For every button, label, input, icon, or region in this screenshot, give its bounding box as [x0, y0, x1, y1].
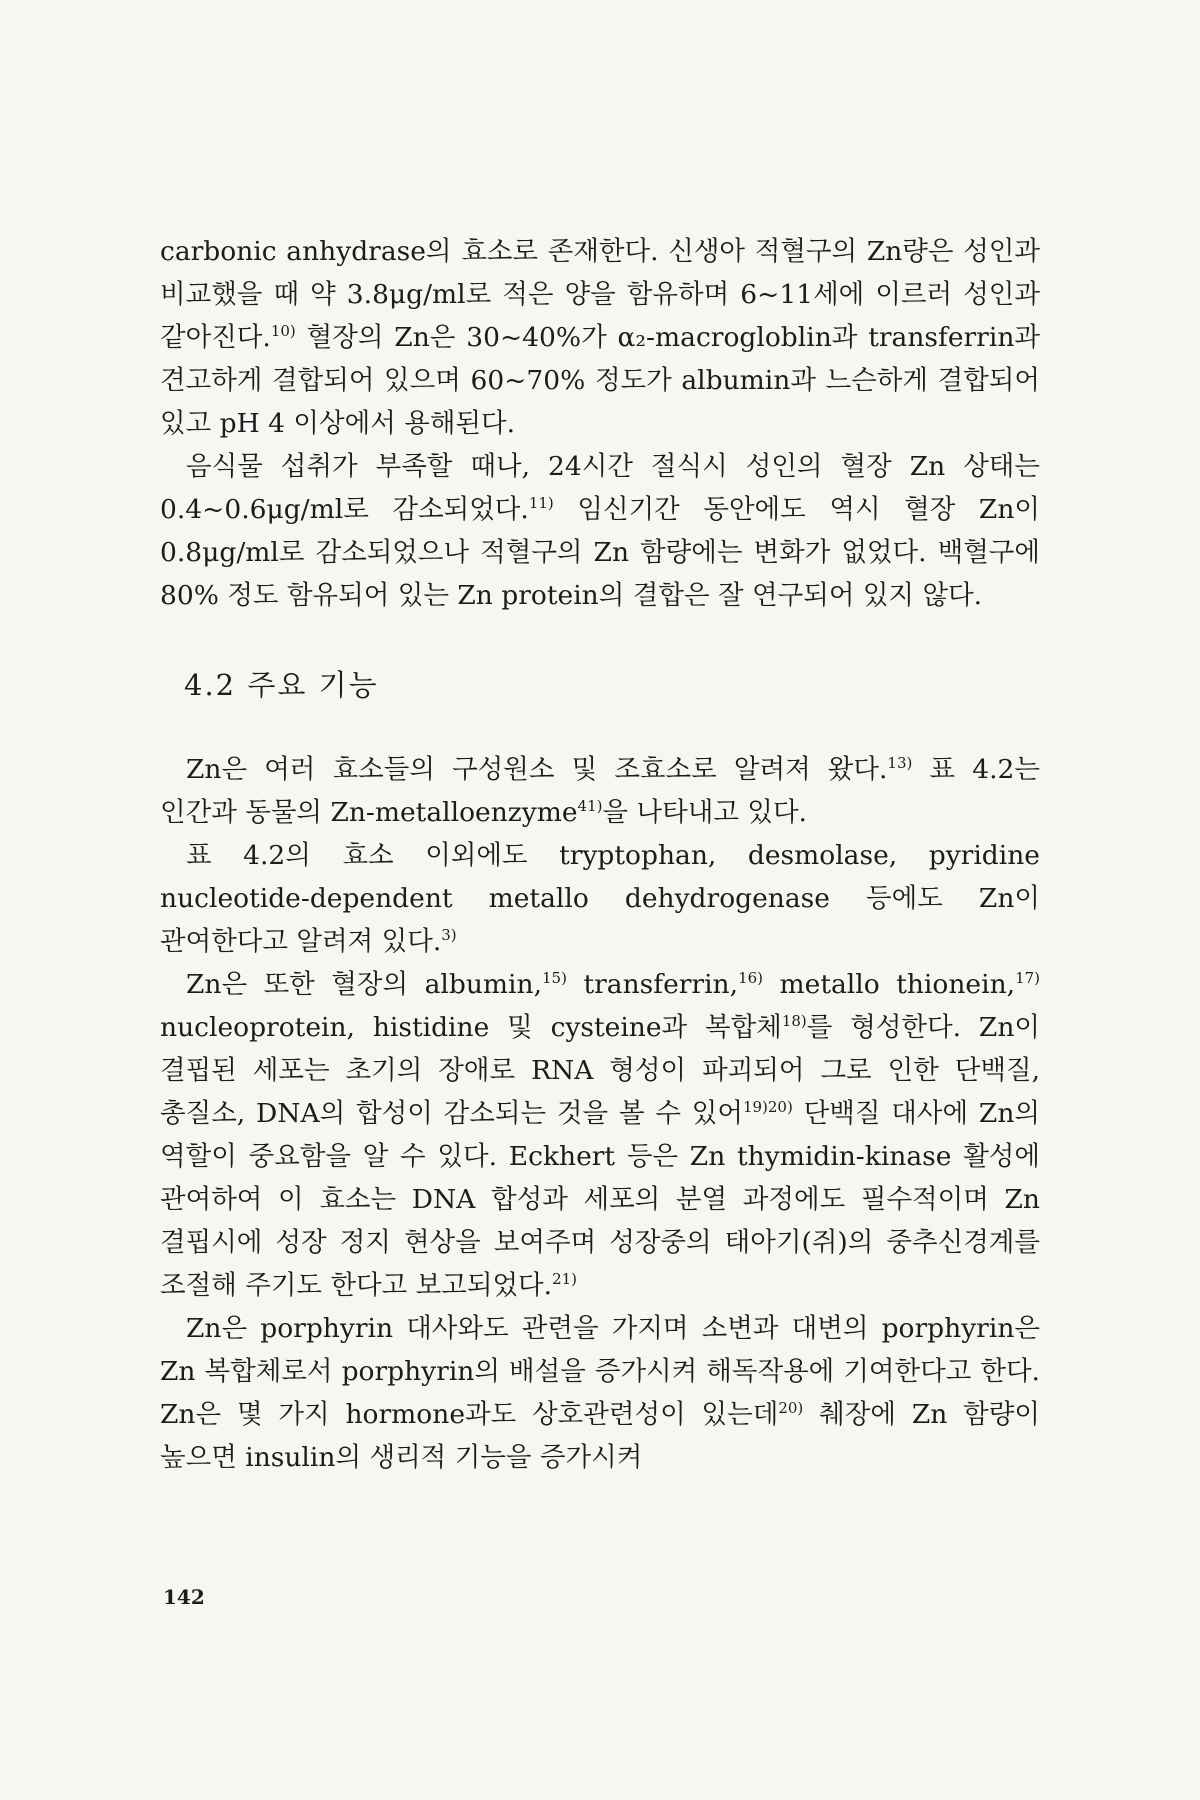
citation-ref: 10) — [270, 322, 296, 341]
paragraph — [160, 834, 1040, 963]
citation-ref: 3) — [441, 926, 457, 945]
paragraph — [160, 230, 1040, 445]
section-heading: 4.2 주요 기능 — [184, 668, 379, 702]
text-run: 표 4.2는 인간과 동물의 Zn-metalloenzyme — [160, 754, 1040, 828]
text-run: Zn은 여러 효소들의 구성원소 및 조효소로 알려져 왔다. — [186, 754, 888, 785]
text-run: nucleoprotein, histidine 및 cysteine과 복합체 — [160, 1012, 782, 1043]
citation-ref: 13) — [887, 754, 913, 773]
text-run: Zn은 또한 혈장의 albumin, — [186, 969, 543, 1000]
text-run: 를 형성한다. Zn이 결핍된 세포는 초기의 장애로 RNA 형성이 파괴되어 그로 인한 단백질, 총질소, DNA의 합성이 감소되는 것을 볼 수 있어 — [160, 1012, 1040, 1129]
citation-ref: 41) — [577, 797, 603, 816]
citation-ref: 18) — [781, 1012, 807, 1031]
text-run: 표 4.2의 효소 이외에도 tryptophan, desmolase, pyridine nucleotide-dependent metallo dehydrogenase 등에도 Zn이 관여한다고 알려져 있다. — [160, 840, 1040, 957]
citation-ref: 11) — [528, 494, 554, 513]
paragraph — [160, 445, 1040, 617]
page-number: 142 — [163, 1585, 205, 1609]
citation-ref: 21) — [552, 1270, 578, 1289]
text-run: 단백질 대사에 Zn의 역할이 중요함을 알 수 있다. Eckhert 등은 Zn thymidin-kinase 활성에 관여하여 이 효소는 DNA 합성과 세포의 분열 과정에도 필수적이며 Zn 결핍시에 성장 정지 현상을 보여주며 성장중의 태아기(쥐)의 중추신경계를 조절해 주기도 한다고 보고되었다. — [160, 1098, 1040, 1301]
section-4-2-text — [160, 748, 1040, 1479]
paragraph — [160, 748, 1040, 834]
citation-ref: 15) — [542, 969, 567, 988]
text-run: transferrin, — [566, 969, 739, 1000]
text-run: 을 나타내고 있다. — [602, 797, 807, 828]
citation-ref: 19)20) — [742, 1098, 793, 1117]
section-4-1-text — [160, 230, 1040, 617]
page-body — [160, 230, 1040, 1479]
text-run: 임신기간 동안에도 역시 혈장 Zn이 0.8μg/ml로 감소되었으나 적혈구의 Zn 함량에는 변화가 없었다. 백혈구에 80% 정도 함유되어 있는 Zn protein의 결합은 잘 연구되어 있지 않다. — [160, 494, 1040, 611]
citation-ref: 17) — [1015, 969, 1041, 988]
text-run: metallo thionein, — [763, 969, 1016, 1000]
text-run: 췌장에 Zn 함량이 높으면 insulin의 생리적 기능을 증가시켜 — [160, 1399, 1040, 1473]
paragraph — [160, 1307, 1040, 1479]
text-run: 혈장의 Zn은 30~40%가 α₂-macrogloblin과 transferrin과 견고하게 결합되어 있으며 60~70% 정도가 albumin과 느슨하게 결합되어 있고 pH 4 이상에서 용해된다. — [160, 322, 1040, 439]
citation-ref: 20) — [778, 1399, 804, 1418]
citation-ref: 16) — [738, 969, 764, 988]
paragraph — [160, 963, 1040, 1307]
text-run: Zn은 porphyrin 대사와도 관련을 가지며 소변과 대변의 porphyrin은 Zn 복합체로서 porphyrin의 배설을 증가시켜 해독작용에 기여한다고 한다. Zn은 몇 가지 hormone과도 상호관련성이 있는데 — [160, 1313, 1040, 1430]
text-run: carbonic anhydrase의 효소로 존재한다. 신생아 적혈구의 Zn량은 성인과 비교했을 때 약 3.8μg/ml로 적은 양을 함유하며 6~11세에 이르러 성인과 같아진다. — [160, 236, 1040, 353]
text-run: 음식물 섭취가 부족할 때나, 24시간 절식시 성인의 혈장 Zn 상태는 0.4~0.6μg/ml로 감소되었다. — [160, 451, 1040, 525]
